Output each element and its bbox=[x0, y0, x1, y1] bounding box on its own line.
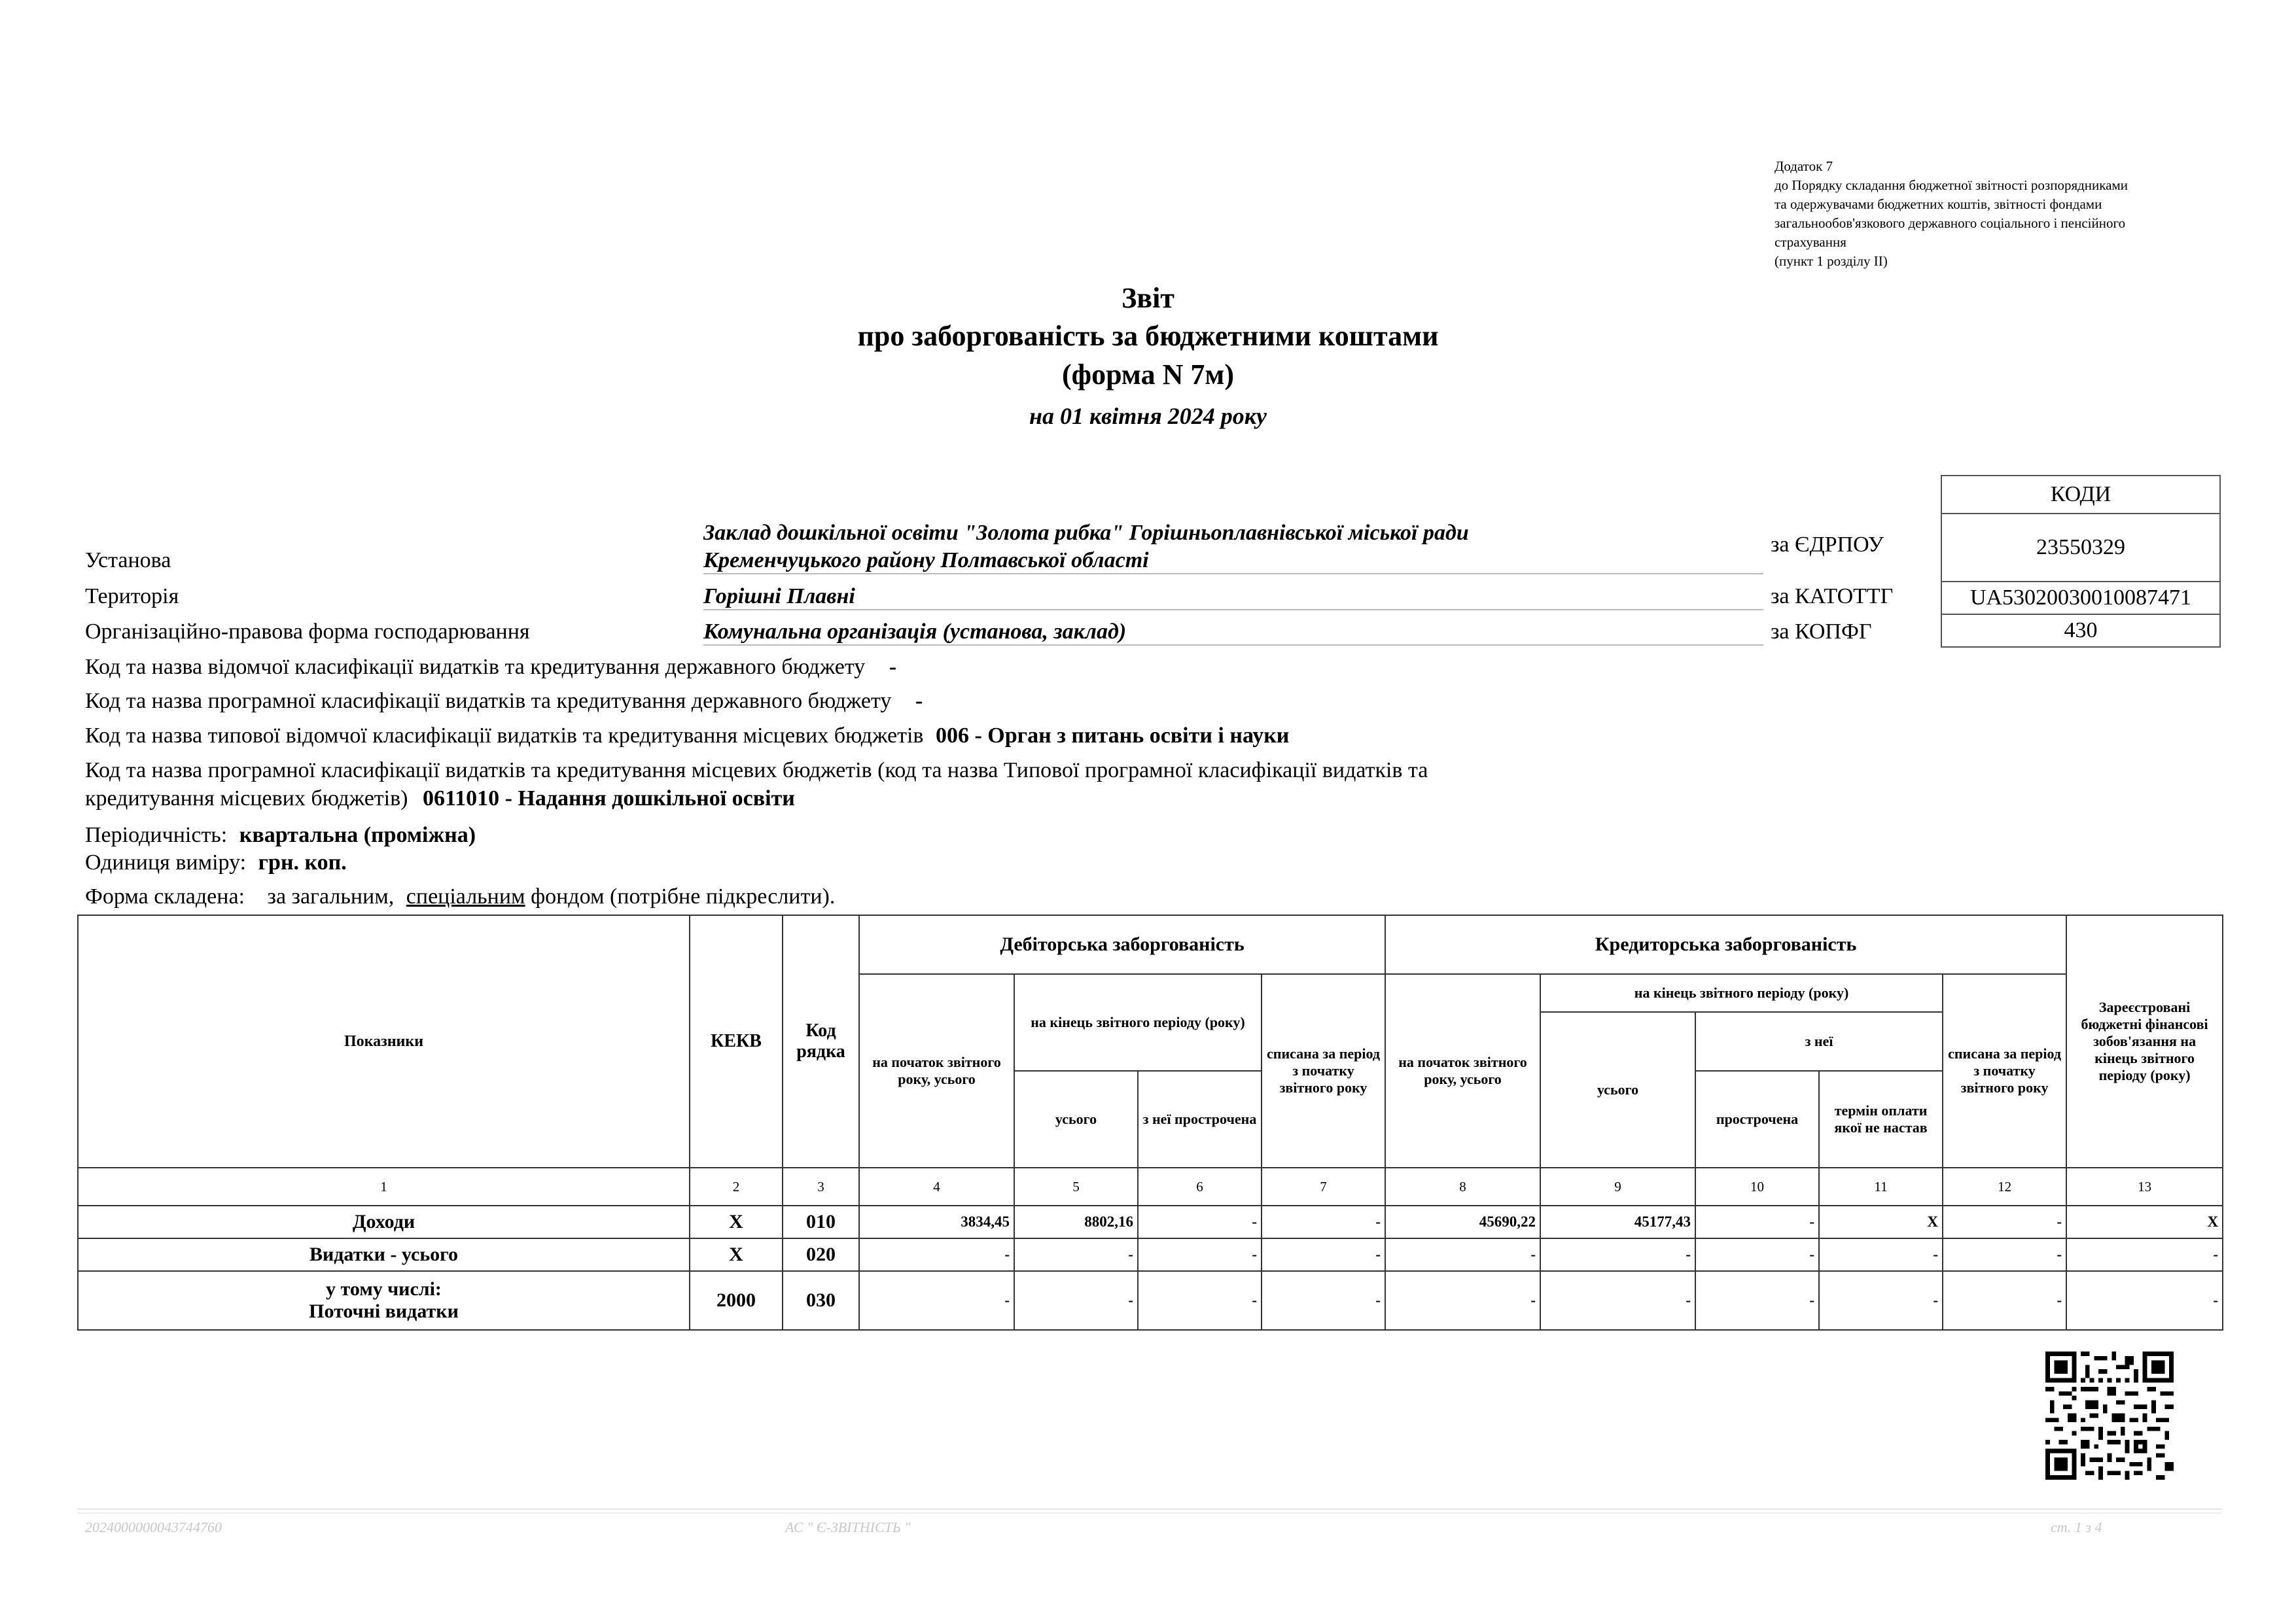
cell-registered: - bbox=[2066, 1271, 2223, 1330]
col-number: 12 bbox=[1943, 1168, 2066, 1206]
periodicity-label: Періодичність: bbox=[85, 823, 228, 847]
unit-label: Одиниця виміру: bbox=[85, 850, 247, 875]
cell-credit-end-total: - bbox=[1540, 1238, 1695, 1271]
cell-debit-end-overdue: - bbox=[1138, 1206, 1262, 1238]
unit-line bbox=[85, 850, 347, 875]
cell-debit-end-overdue: - bbox=[1138, 1271, 1262, 1330]
cell-debit-end-overdue: - bbox=[1138, 1238, 1262, 1271]
table-row bbox=[78, 1271, 2223, 1330]
fund-general: за загальним, bbox=[267, 884, 395, 909]
cell-credit-start: - bbox=[1385, 1271, 1540, 1330]
cell-credit-overdue: - bbox=[1695, 1238, 1819, 1271]
header-debit-start: на початок звітного року, усього bbox=[859, 974, 1014, 1168]
fund-line bbox=[85, 884, 835, 909]
codes-table bbox=[1941, 475, 2221, 648]
cell-credit-not-due: - bbox=[1819, 1238, 1943, 1271]
appendix-line: Додаток 7 bbox=[1775, 158, 1833, 174]
dept-local-value: 006 - Орган з питань освіти і науки bbox=[935, 724, 1290, 748]
header-credit: Кредиторська заборгованість bbox=[1385, 915, 2066, 974]
institution-name-line2: Кременчуцького району Полтавської області bbox=[703, 548, 1763, 574]
report-date: на 01 квітня 2024 року bbox=[1029, 403, 1267, 429]
header-debit-end: на кінець звітного періоду (року) bbox=[1014, 974, 1262, 1071]
codes-header: КОДИ bbox=[1941, 476, 2220, 514]
table-row bbox=[78, 1238, 2223, 1271]
cell-debit-written: - bbox=[1262, 1206, 1385, 1238]
header-credit-start: на початок звітного року, усього bbox=[1385, 974, 1540, 1168]
qr-code-icon bbox=[2045, 1352, 2174, 1480]
dept-local-line bbox=[85, 724, 1289, 748]
periodicity-line bbox=[85, 823, 476, 848]
fund-label: Форма складена: bbox=[85, 884, 245, 909]
row-kekv: 2000 bbox=[690, 1271, 783, 1330]
prog-state-label: Код та назва програмної класифікації видатків та кредитування державного бюджету bbox=[85, 689, 892, 713]
org-form-label: Організаційно-правова форма господарювання bbox=[85, 620, 530, 644]
footer-doc-id: 2024000000043744760 bbox=[85, 1519, 222, 1535]
footer-divider bbox=[77, 1512, 2222, 1514]
report-form-number: (форма N 7м) bbox=[1062, 358, 1234, 391]
cell-debit-end-total: - bbox=[1014, 1238, 1138, 1271]
col-number: 4 bbox=[859, 1168, 1014, 1206]
cell-debit-written: - bbox=[1262, 1271, 1385, 1330]
footer-divider bbox=[77, 1509, 2222, 1510]
debt-table bbox=[77, 915, 2223, 1331]
cell-debit-end-total: 8802,16 bbox=[1014, 1206, 1138, 1238]
kopfg-code: 430 bbox=[1941, 614, 2220, 647]
cell-registered: X bbox=[2066, 1206, 2223, 1238]
header-credit-of-which: з неї bbox=[1695, 1012, 1943, 1071]
col-number: 3 bbox=[783, 1168, 859, 1206]
col-number: 8 bbox=[1385, 1168, 1540, 1206]
dept-state-value: - bbox=[889, 655, 897, 679]
dept-state-line bbox=[85, 655, 896, 680]
col-number: 10 bbox=[1695, 1168, 1819, 1206]
prog-local-line2 bbox=[85, 786, 795, 811]
header-credit-written: списана за період з початку звітного року bbox=[1943, 974, 2066, 1168]
institution-label: Установа bbox=[85, 548, 171, 572]
header-debit-end-total: усього bbox=[1014, 1071, 1138, 1168]
prog-local-label-line1: Код та назва програмної класифікації видатків та кредитування місцевих бюджетів (код та назва Типової програмної класифікації видатків та bbox=[85, 758, 1428, 782]
cell-debit-end-total: - bbox=[1014, 1271, 1138, 1330]
col-number: 6 bbox=[1138, 1168, 1262, 1206]
appendix-line: (пункт 1 розділу II) bbox=[1775, 253, 1888, 269]
table-row bbox=[78, 1206, 2223, 1238]
report-subtitle: про заборгованість за бюджетними коштами bbox=[857, 320, 1439, 352]
katottg-label: за КАТОТТГ bbox=[1771, 584, 1894, 608]
org-form-value: Комунальна організація (установа, заклад) bbox=[703, 620, 1763, 646]
report-title: Звіт bbox=[1122, 282, 1174, 314]
cell-debit-start: 3834,45 bbox=[859, 1206, 1014, 1238]
prog-local-label-line2: кредитування місцевих бюджетів) bbox=[85, 786, 408, 811]
header-credit-overdue: прострочена bbox=[1695, 1071, 1819, 1168]
cell-credit-end-total: 45177,43 bbox=[1540, 1206, 1695, 1238]
prog-state-value: - bbox=[915, 689, 923, 713]
header-credit-not-due: термін оплати якої не настав bbox=[1819, 1071, 1943, 1168]
cell-credit-start: 45690,22 bbox=[1385, 1206, 1540, 1238]
row-name: Видатки - усього bbox=[78, 1238, 690, 1271]
cell-debit-start: - bbox=[859, 1238, 1014, 1271]
cell-credit-written: - bbox=[1943, 1271, 2066, 1330]
cell-debit-start: - bbox=[859, 1271, 1014, 1330]
edrpou-code: 23550329 bbox=[1941, 514, 2220, 582]
row-name-line1: у тому числі: bbox=[326, 1278, 442, 1300]
col-number: 2 bbox=[690, 1168, 783, 1206]
cell-credit-not-due: - bbox=[1819, 1271, 1943, 1330]
col-number: 9 bbox=[1540, 1168, 1695, 1206]
dept-state-label: Код та назва відомчої класифікації видатків та кредитування державного бюджету bbox=[85, 655, 866, 679]
row-name-line2: Поточні видатки bbox=[309, 1300, 459, 1322]
appendix-line: страхування bbox=[1775, 234, 1846, 250]
cell-credit-not-due: X bbox=[1819, 1206, 1943, 1238]
kopfg-label: за КОПФГ bbox=[1771, 620, 1872, 644]
cell-credit-overdue: - bbox=[1695, 1271, 1819, 1330]
dept-local-label: Код та назва типової відомчої класифікації видатків та кредитування місцевих бюджетів bbox=[85, 724, 924, 748]
row-name: Доходи bbox=[78, 1206, 690, 1238]
cell-debit-written: - bbox=[1262, 1238, 1385, 1271]
col-number: 7 bbox=[1262, 1168, 1385, 1206]
fund-suffix: фондом (потрібне підкреслити). bbox=[531, 884, 836, 909]
header-credit-end: на кінець звітного періоду (року) bbox=[1540, 974, 1943, 1012]
row-name bbox=[78, 1271, 690, 1330]
header-debit-end-overdue: з неї прострочена bbox=[1138, 1071, 1262, 1168]
row-code: 010 bbox=[783, 1206, 859, 1238]
row-code: 030 bbox=[783, 1271, 859, 1330]
header-indicators: Показники bbox=[78, 915, 690, 1168]
appendix-line: до Порядку складання бюджетної звітності розпорядниками bbox=[1775, 177, 2128, 193]
header-registered: Зареєстровані бюджетні фінансові зобов'язання на кінець звітного періоду (року) bbox=[2066, 915, 2223, 1168]
col-number: 11 bbox=[1819, 1168, 1943, 1206]
appendix-line: загальнообов'язкового державного соціального і пенсійного bbox=[1775, 215, 2126, 231]
prog-state-line bbox=[85, 689, 923, 714]
cell-registered: - bbox=[2066, 1238, 2223, 1271]
row-kekv: X bbox=[690, 1238, 783, 1271]
periodicity-value: квартальна (проміжна) bbox=[239, 823, 476, 847]
row-code: 020 bbox=[783, 1238, 859, 1271]
prog-local-value: 0611010 - Надання дошкільної освіти bbox=[422, 786, 795, 811]
cell-credit-start: - bbox=[1385, 1238, 1540, 1271]
header-credit-end-total: усього bbox=[1540, 1012, 1695, 1168]
appendix-note bbox=[1775, 157, 2219, 271]
col-number: 1 bbox=[78, 1168, 690, 1206]
cell-credit-end-total: - bbox=[1540, 1271, 1695, 1330]
fund-special: спеціальним bbox=[406, 884, 525, 909]
header-kekv: КЕКВ bbox=[690, 915, 783, 1168]
appendix-line: та одержувачами бюджетних коштів, звітності фондами bbox=[1775, 196, 2102, 212]
cell-credit-written: - bbox=[1943, 1238, 2066, 1271]
row-kekv: X bbox=[690, 1206, 783, 1238]
territory-label: Територія bbox=[85, 584, 179, 608]
cell-credit-written: - bbox=[1943, 1206, 2066, 1238]
cell-credit-overdue: - bbox=[1695, 1206, 1819, 1238]
unit-value: грн. коп. bbox=[258, 850, 347, 875]
footer-page: ст. 1 з 4 bbox=[2051, 1519, 2102, 1535]
header-debit-written: списана за період з початку звітного року bbox=[1262, 974, 1385, 1168]
edrpou-label: за ЄДРПОУ bbox=[1771, 532, 1884, 557]
header-debit: Дебіторська заборгованість bbox=[859, 915, 1385, 974]
footer-system: АС " Є-ЗВІТНІСТЬ " bbox=[785, 1519, 911, 1535]
col-number: 13 bbox=[2066, 1168, 2223, 1206]
institution-name-line1: Заклад дошкільної освіти "Золота рибка" Горішньоплавнівської міської ради bbox=[703, 521, 1469, 545]
katottg-code: UA53020030010087471 bbox=[1941, 582, 2220, 614]
col-number: 5 bbox=[1014, 1168, 1138, 1206]
header-row-code: Код рядка bbox=[783, 915, 859, 1168]
territory-value: Горішні Плавні bbox=[703, 584, 1763, 610]
